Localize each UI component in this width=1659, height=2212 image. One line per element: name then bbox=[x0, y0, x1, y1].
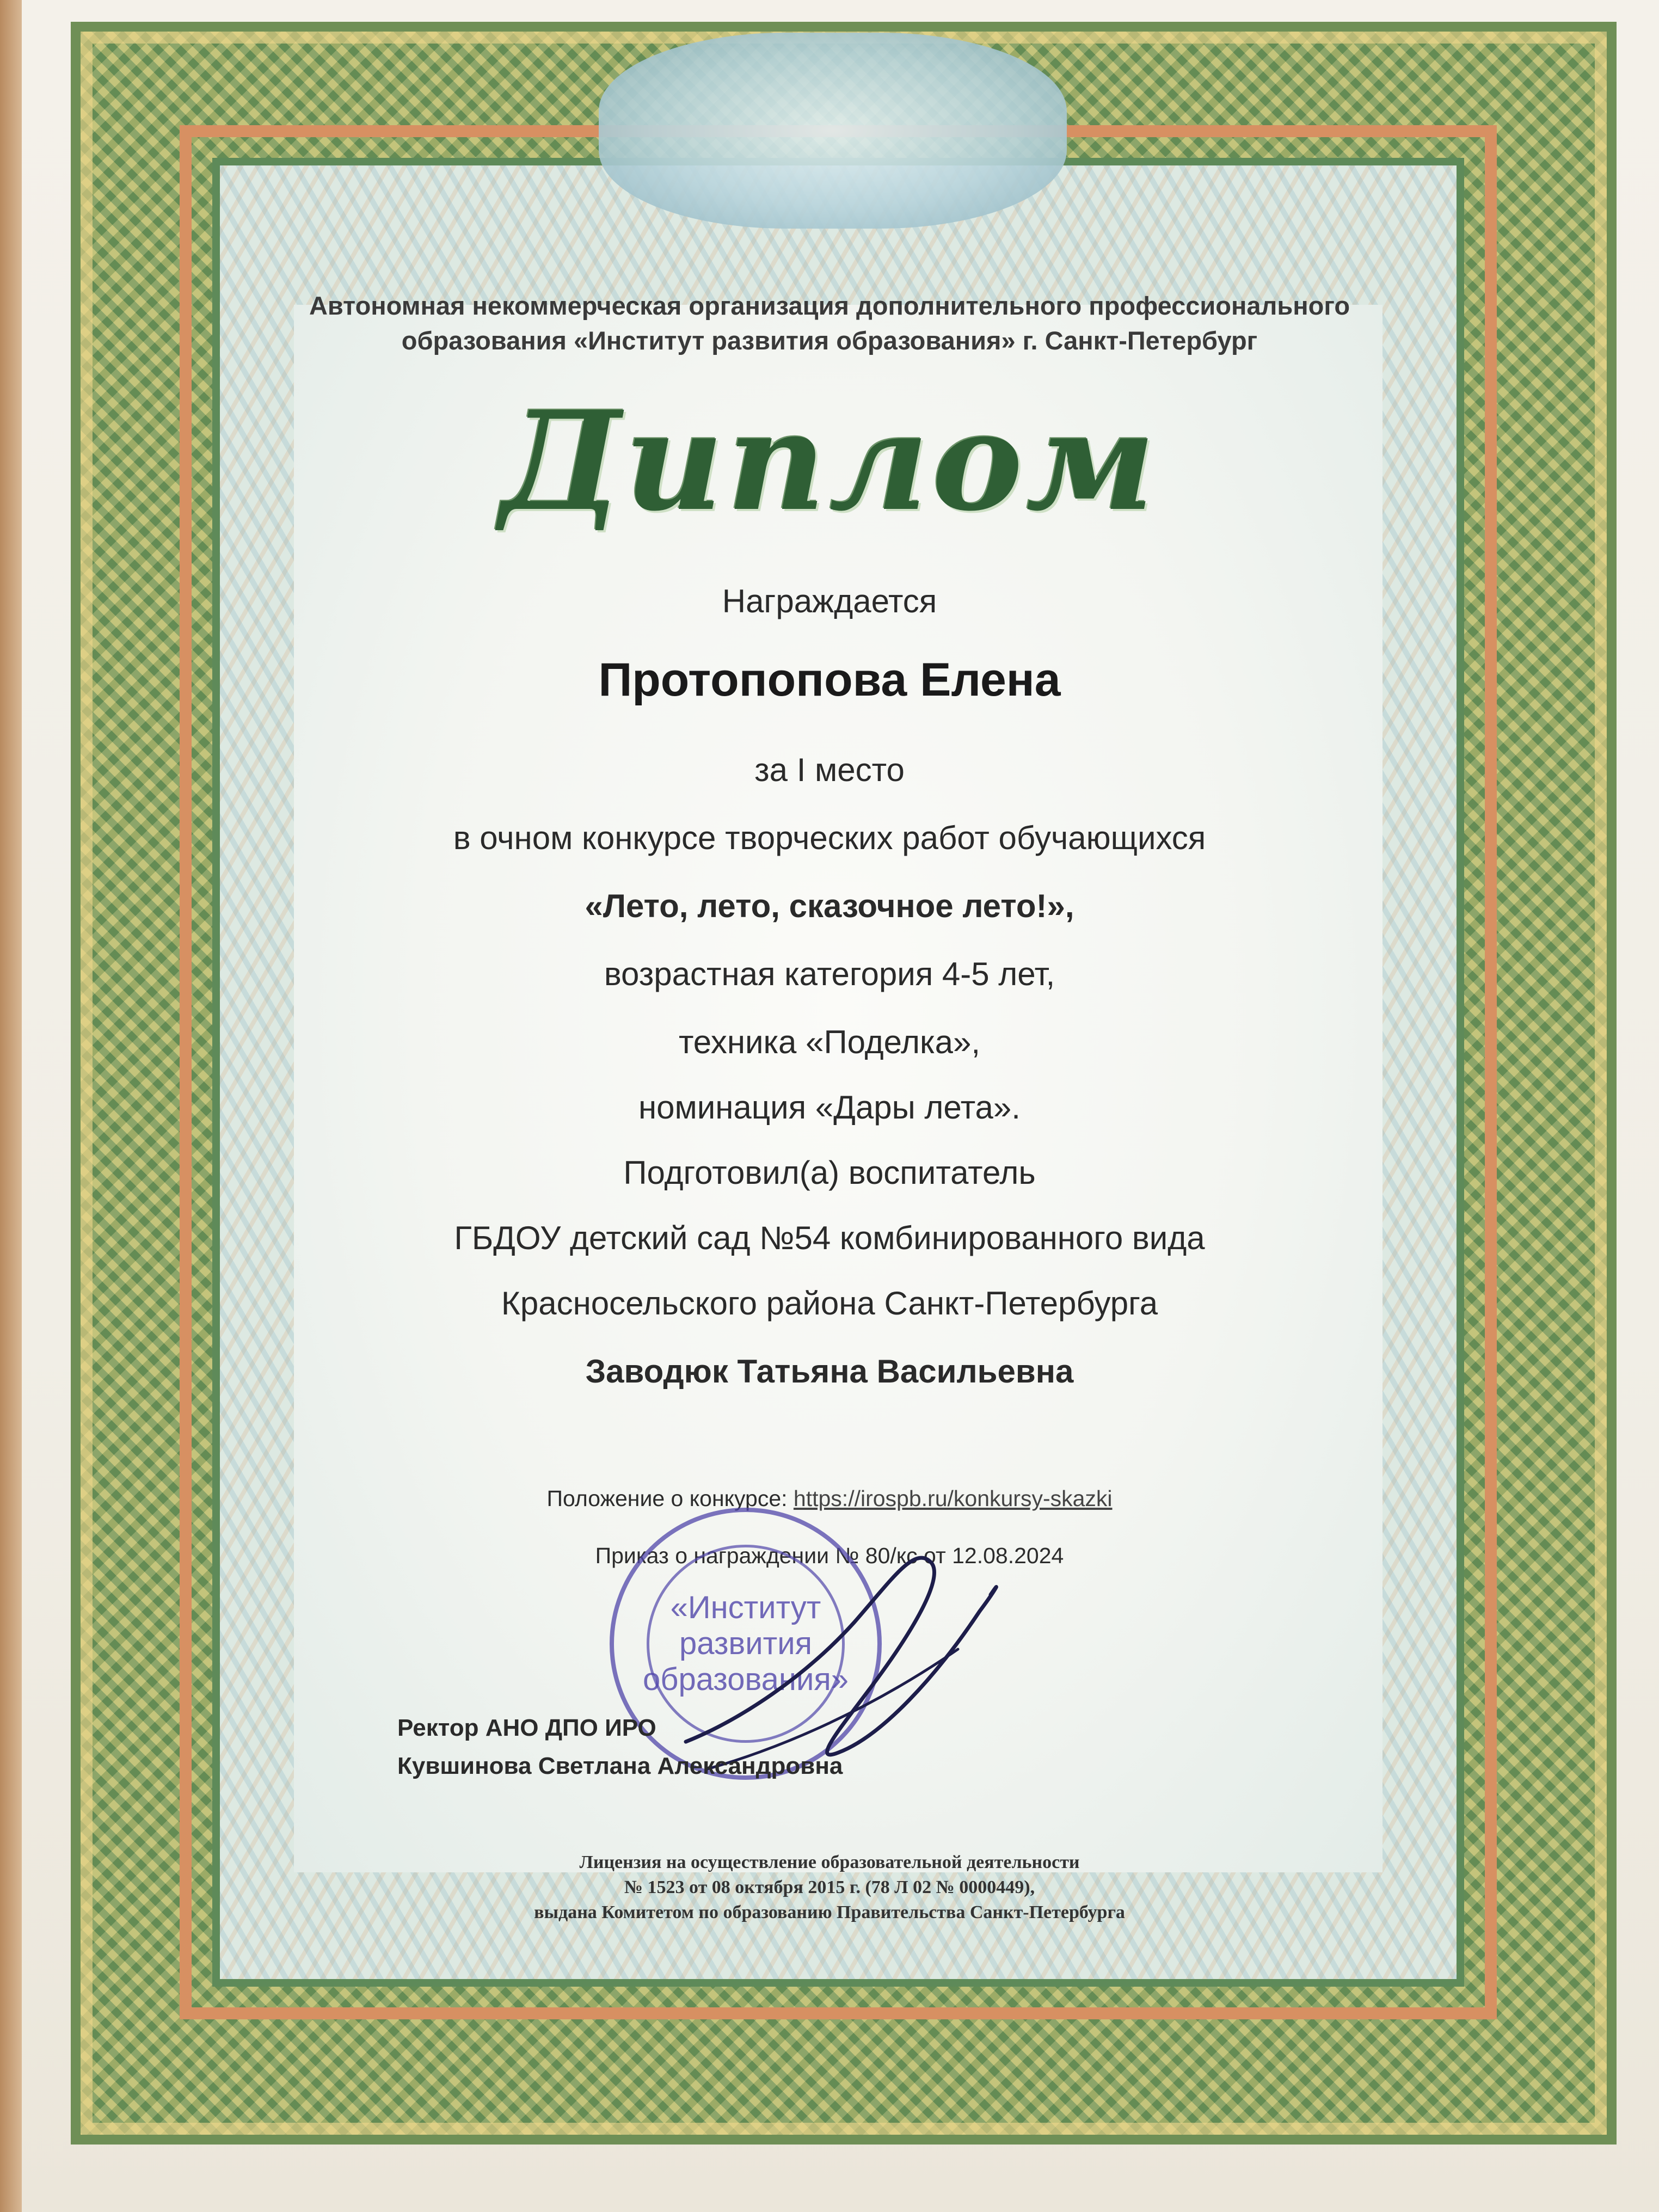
rector-name: Кувшинова Светлана Александровна bbox=[397, 1753, 843, 1779]
diploma-title: Диплом bbox=[500, 381, 1159, 541]
institution-line-2: Красносельского района Санкт-Петербурга bbox=[501, 1285, 1158, 1322]
license-line-2: № 1523 от 08 октября 2015 г. (78 Л 02 № 0000449), bbox=[624, 1877, 1035, 1897]
rector-position: Ректор АНО ДПО ИРО bbox=[397, 1715, 656, 1741]
stamp-text: «Институт развития образования» bbox=[642, 1590, 849, 1697]
license-line-1: Лицензия на осуществление образовательной деятельности bbox=[579, 1852, 1080, 1872]
top-crest-ornament bbox=[599, 33, 1067, 229]
institution-line-1: ГБДОУ детский сад №54 комбинированного вида bbox=[454, 1220, 1205, 1256]
regulation-line bbox=[0, 1486, 1659, 1511]
order-line: Приказ о награждении № 80/кс от 12.08.2024 bbox=[595, 1543, 1064, 1568]
technique: техника «Поделка», bbox=[678, 1024, 981, 1060]
teacher-name: Заводюк Татьяна Васильевна bbox=[585, 1353, 1074, 1390]
age-category: возрастная категория 4-5 лет, bbox=[604, 956, 1055, 992]
regulation-label: Положение о конкурсе: bbox=[546, 1486, 788, 1511]
nomination: номинация «Дары лета». bbox=[638, 1089, 1021, 1126]
contest-name: «Лето, лето, сказочное лето!», bbox=[585, 888, 1074, 924]
recipient-name: Протопопова Елена bbox=[598, 654, 1061, 706]
place-text: за I место bbox=[754, 752, 905, 788]
contest-text: в очном конкурсе творческих работ обучающихся bbox=[453, 820, 1206, 856]
prepared-by: Подготовил(а) воспитатель bbox=[623, 1154, 1036, 1191]
regulation-link[interactable]: https://irospb.ru/konkursy-skazki bbox=[793, 1486, 1113, 1511]
organization-line-1: Автономная некоммерческая организация дополнительного профессионального bbox=[309, 291, 1350, 320]
organization-line-2: образования «Институт развития образования» г. Санкт-Петербург bbox=[401, 326, 1258, 355]
awarded-label: Награждается bbox=[722, 583, 937, 619]
license-line-3: выдана Комитетом по образованию Правительства Санкт-Петербурга bbox=[534, 1902, 1125, 1922]
